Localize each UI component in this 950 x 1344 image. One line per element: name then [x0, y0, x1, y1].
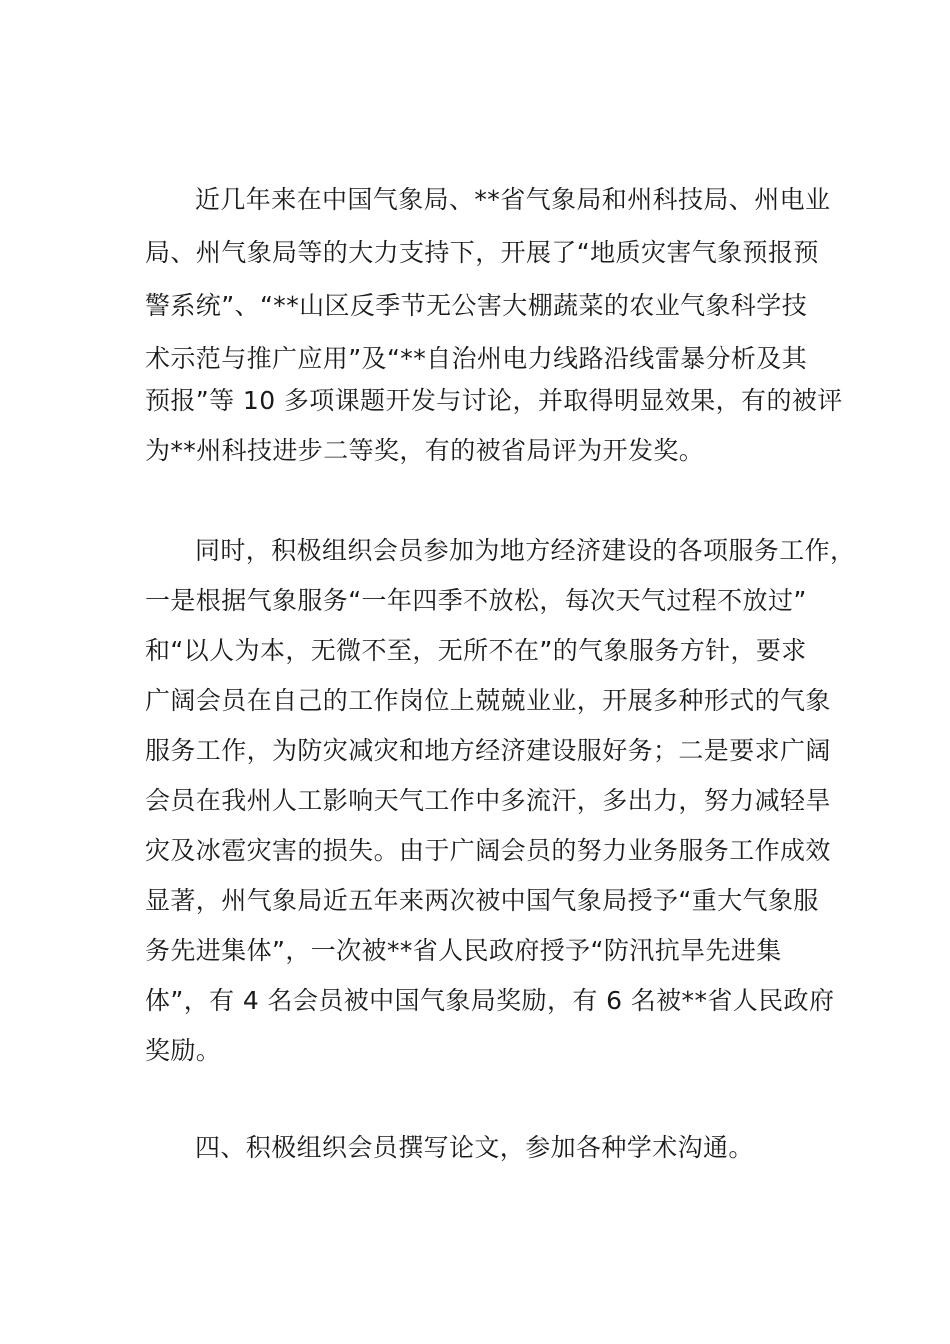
paragraph-3-line-1: 四、积极组织会员撰写论文，参加各种学术沟通。 [195, 1133, 754, 1162]
paragraph-2-line-2: 一是根据气象服务“一年四季不放松，每次天气过程不放过” [145, 586, 807, 615]
paragraph-2-line-10: 体”，有 4 名会员被中国气象局奖励，有 6 名被**省人民政府 [145, 986, 835, 1015]
paragraph-1-line-5: 预报”等 10 多项课题开发与讨论，并取得明显效果，有的被评 [145, 386, 843, 415]
paragraph-1-line-2: 局、州气象局等的大力支持下，开展了“地质灾害气象预报预 [145, 238, 819, 267]
paragraph-2-line-4: 广阔会员在自己的工作岗位上兢兢业业，开展多种形式的气象 [145, 686, 831, 715]
paragraph-2-line-8: 显著，州气象局近五年来两次被中国气象局授予“重大气象服 [145, 886, 819, 915]
paragraph-1-line-3: 警系统”、“**山区反季节无公害大棚蔬菜的农业气象科学技 [145, 291, 808, 320]
paragraph-2-line-11: 奖励。 [145, 1036, 222, 1065]
paragraph-2-line-5: 服务工作，为防灾减灾和地方经济建设服好务；二是要求广阔 [145, 736, 831, 765]
paragraph-2-line-6: 会员在我州人工影响天气工作中多流汗，多出力，努力减轻旱 [145, 786, 831, 815]
paragraph-2-line-1: 同时，积极组织会员参加为地方经济建设的各项服务工作， [195, 536, 856, 565]
paragraph-1-line-6: 为**州科技进步二等奖，有的被省局评为开发奖。 [145, 436, 705, 465]
paragraph-1-line-4: 术示范与推广应用”及“**自治州电力线路沿线雷暴分析及其 [145, 344, 808, 373]
paragraph-1-line-1: 近几年来在中国气象局、**省气象局和州科技局、州电业 [195, 185, 831, 214]
paragraph-2-line-3: 和“以人为本，无微不至，无所不在”的气象服务方针，要求 [145, 636, 807, 665]
paragraph-2-line-7: 灾及冰雹灾害的损失。由于广阔会员的努力业务服务工作成效 [145, 836, 831, 865]
paragraph-2-line-9: 务先进集体”，一次被**省人民政府授予“防汛抗旱先进集 [145, 936, 782, 965]
